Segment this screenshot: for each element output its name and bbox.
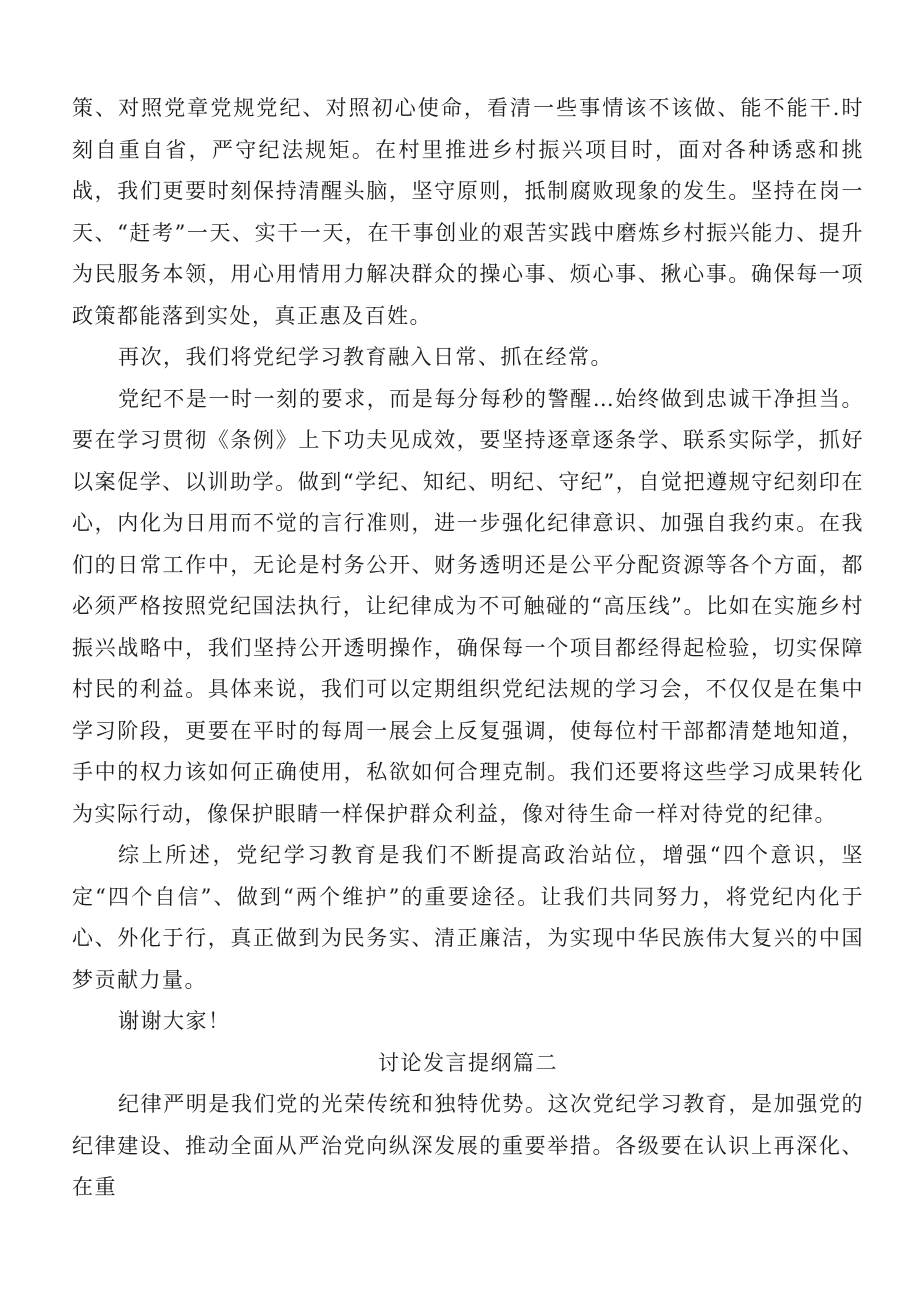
paragraph-thanks: 谢谢大家！ xyxy=(118,1009,231,1033)
paragraph-summary: 综上所述，党纪学习教育是我们不断提高政治站位，增强“四个意识，坚定“四个自信”、做到“两个维护”的重要途径。让我们共同努力，将党纪内化于心、外化于行，真正做到为民务实、清正廉洁，为实现中华民族伟大复兴的中国梦贡献力量。 xyxy=(72,843,864,992)
paragraph-continuation: 策、对照党章党规党纪、对照初心使命，看清一些事情该不该做、能不能干.时刻自重自省，严守纪法规矩。在村里推进乡村振兴项目时，面对各种诱惑和挑战，我们更要时刻保持清醒头脑，坚守原则，抵制腐败现象的发生。坚持在岗一天、“赶考”一天、实干一天，在干事创业的艰苦实践中磨炼乡村振兴能力、提升为民服务本领，用心用情用力解决群众的操心事、烦心事、揪心事。确保每一项政策都能落到实处，真正惠及百姓。 xyxy=(72,96,864,328)
paragraph-daily-practice: 再次，我们将党纪学习教育融入日常、抓在经常。 xyxy=(118,345,613,369)
paragraph-section-two-intro: 纪律严明是我们党的光荣传统和独特优势。这次党纪学习教育，是加强党的纪律建设、推动全面从严治党向纵深发展的重要举措。各级要在认识上再深化、在重 xyxy=(72,1092,864,1199)
section-title: 讨论发言提纲篇二 xyxy=(378,1050,558,1075)
paragraph-discipline: 党纪不是一时一刻的要求，而是每分每秒的警醒…始终做到忠诚干净担当。要在学习贯彻《条例》上下功夫见成效，要坚持逐章逐条学、联系实际学，抓好以案促学、以训助学。做到“学纪、知纪、明纪、守纪”，自觉把遵规守纪刻印在心，内化为日用而不觉的言行准则，进一步强化纪律意识、加强自我约束。在我们的日常工作中，无论是村务公开、财务透明还是公平分配资源等各个方面，都必须严格按照党纪国法执行，让纪律成为不可触碰的“高压线”。比如在实施乡村振兴战略中，我们坚持公开透明操作，确保每一个项目都经得起检验，切实保障村民的利益。具体来说，我们可以定期组织党纪法规的学习会，不仅仅是在集中学习阶段，更要在平时的每周一展会上反复强调，使每位村干部都清楚地知道，手中的权力该如何正确使用，私欲如何合理克制。我们还要将这些学习成果转化为实际行动，像保护眼睛一样保护群众利益，像对待生命一样对待党的纪律。 xyxy=(72,386,864,826)
document-body xyxy=(72,88,864,1209)
